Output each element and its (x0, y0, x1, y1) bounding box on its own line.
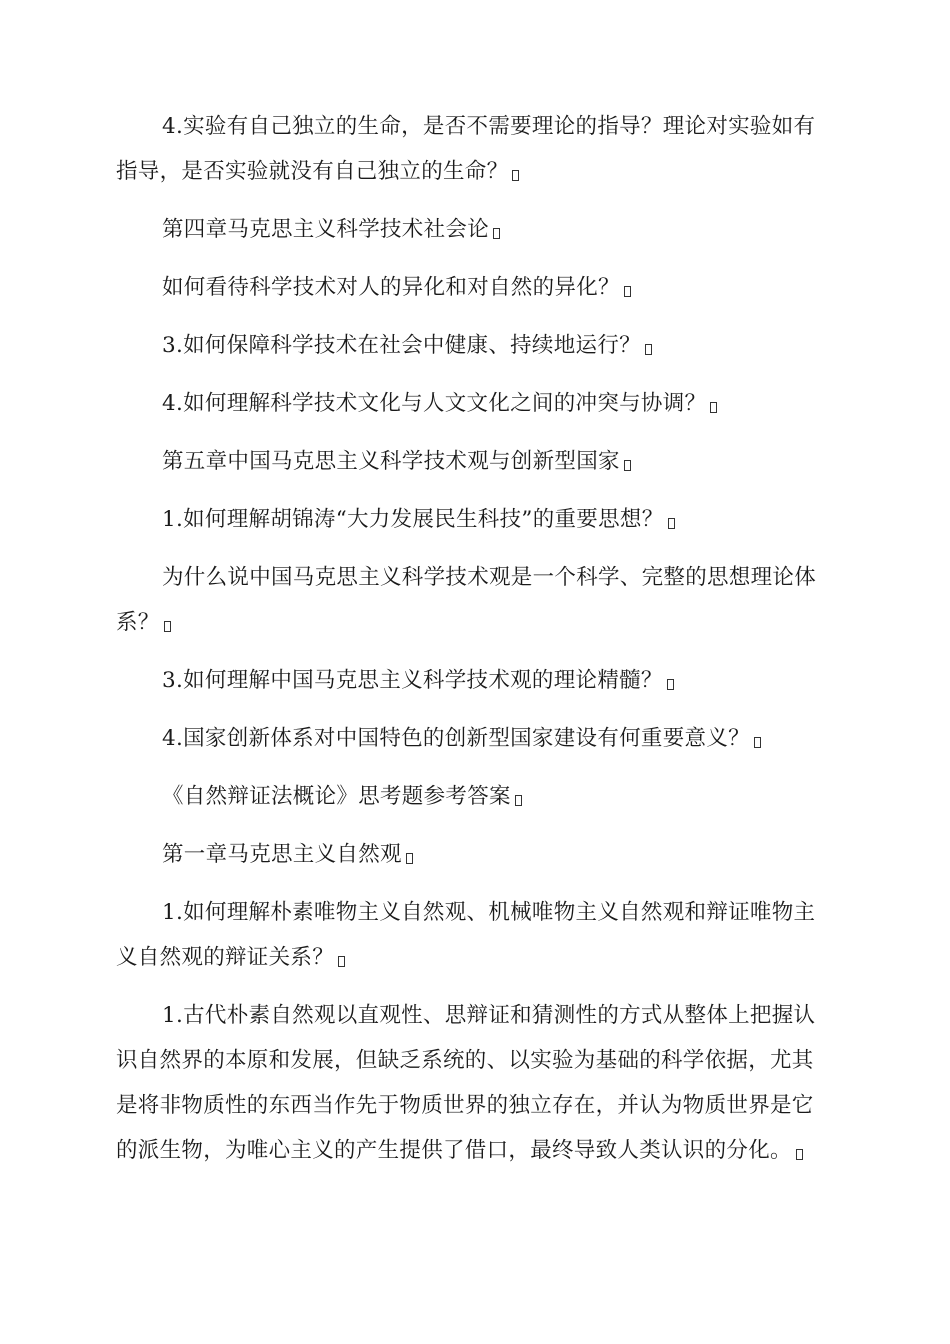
paragraph (116, 890, 834, 980)
paragraph (116, 658, 834, 703)
paragraph (116, 381, 834, 426)
paragraph-text: 第一章马克思主义自然观 (162, 842, 402, 867)
paragraph (116, 104, 834, 194)
paragraph-mark-icon (512, 170, 519, 181)
paragraph (116, 323, 834, 368)
paragraph-text: 为什么说中国马克思主义科学技术观是一个科学、完整的思想理论体系？ (116, 565, 817, 635)
paragraph-mark-icon (493, 228, 500, 239)
paragraph-text: 如何看待科学技术对人的异化和对自然的异化？ (162, 275, 620, 300)
chapter-heading (116, 207, 834, 252)
paragraph-mark-icon (624, 286, 631, 297)
paragraph-mark-icon (668, 518, 675, 529)
section-title (116, 774, 834, 819)
paragraph-text: 1.如何理解胡锦涛“大力发展民生科技”的重要思想？ (162, 507, 664, 532)
paragraph-text: 3.如何保障科学技术在社会中健康、持续地运行？ (162, 333, 641, 358)
paragraph-mark-icon (796, 1149, 803, 1160)
paragraph-text: 1.古代朴素自然观以直观性、思辩证和猜测性的方式从整体上把握认识自然界的本原和发展，但缺乏系统的、以实验为基础的科学依据，尤其是将非物质性的东西当作先于物质世界的独立存在，并认为物质世界是它的派生物，为唯心主义的产生提供了借口，最终导致人类认识的分化。 (116, 1003, 816, 1163)
paragraph-mark-icon (515, 795, 522, 806)
document-body (116, 104, 834, 1186)
paragraph-text: 4.如何理解科学技术文化与人文文化之间的冲突与协调？ (162, 391, 707, 416)
paragraph-mark-icon (645, 344, 652, 355)
paragraph-text: 《自然辩证法概论》思考题参考答案 (162, 784, 511, 809)
paragraph (116, 265, 834, 310)
paragraph-text: 3.如何理解中国马克思主义科学技术观的理论精髓？ (162, 668, 663, 693)
paragraph-text: 4.国家创新体系对中国特色的创新型国家建设有何重要意义？ (162, 726, 750, 751)
paragraph-text: 4.实验有自己独立的生命，是否不需要理论的指导？理论对实验如有指导，是否实验就没有自己独立的生命？ (116, 114, 816, 184)
paragraph-text: 第五章中国马克思主义科学技术观与创新型国家 (162, 449, 620, 474)
paragraph-mark-icon (710, 402, 717, 413)
chapter-heading (116, 832, 834, 877)
chapter-heading (116, 439, 834, 484)
paragraph (116, 497, 834, 542)
paragraph (116, 716, 834, 761)
paragraph (116, 555, 834, 645)
paragraph-mark-icon (164, 621, 171, 632)
paragraph-mark-icon (754, 737, 761, 748)
paragraph-text: 1.如何理解朴素唯物主义自然观、机械唯物主义自然观和辩证唯物主义自然观的辩证关系？ (116, 900, 816, 970)
paragraph-mark-icon (338, 956, 345, 967)
paragraph-mark-icon (406, 853, 413, 864)
paragraph-mark-icon (624, 460, 631, 471)
paragraph-text: 第四章马克思主义科学技术社会论 (162, 217, 490, 242)
paragraph-mark-icon (667, 679, 674, 690)
paragraph (116, 993, 834, 1173)
